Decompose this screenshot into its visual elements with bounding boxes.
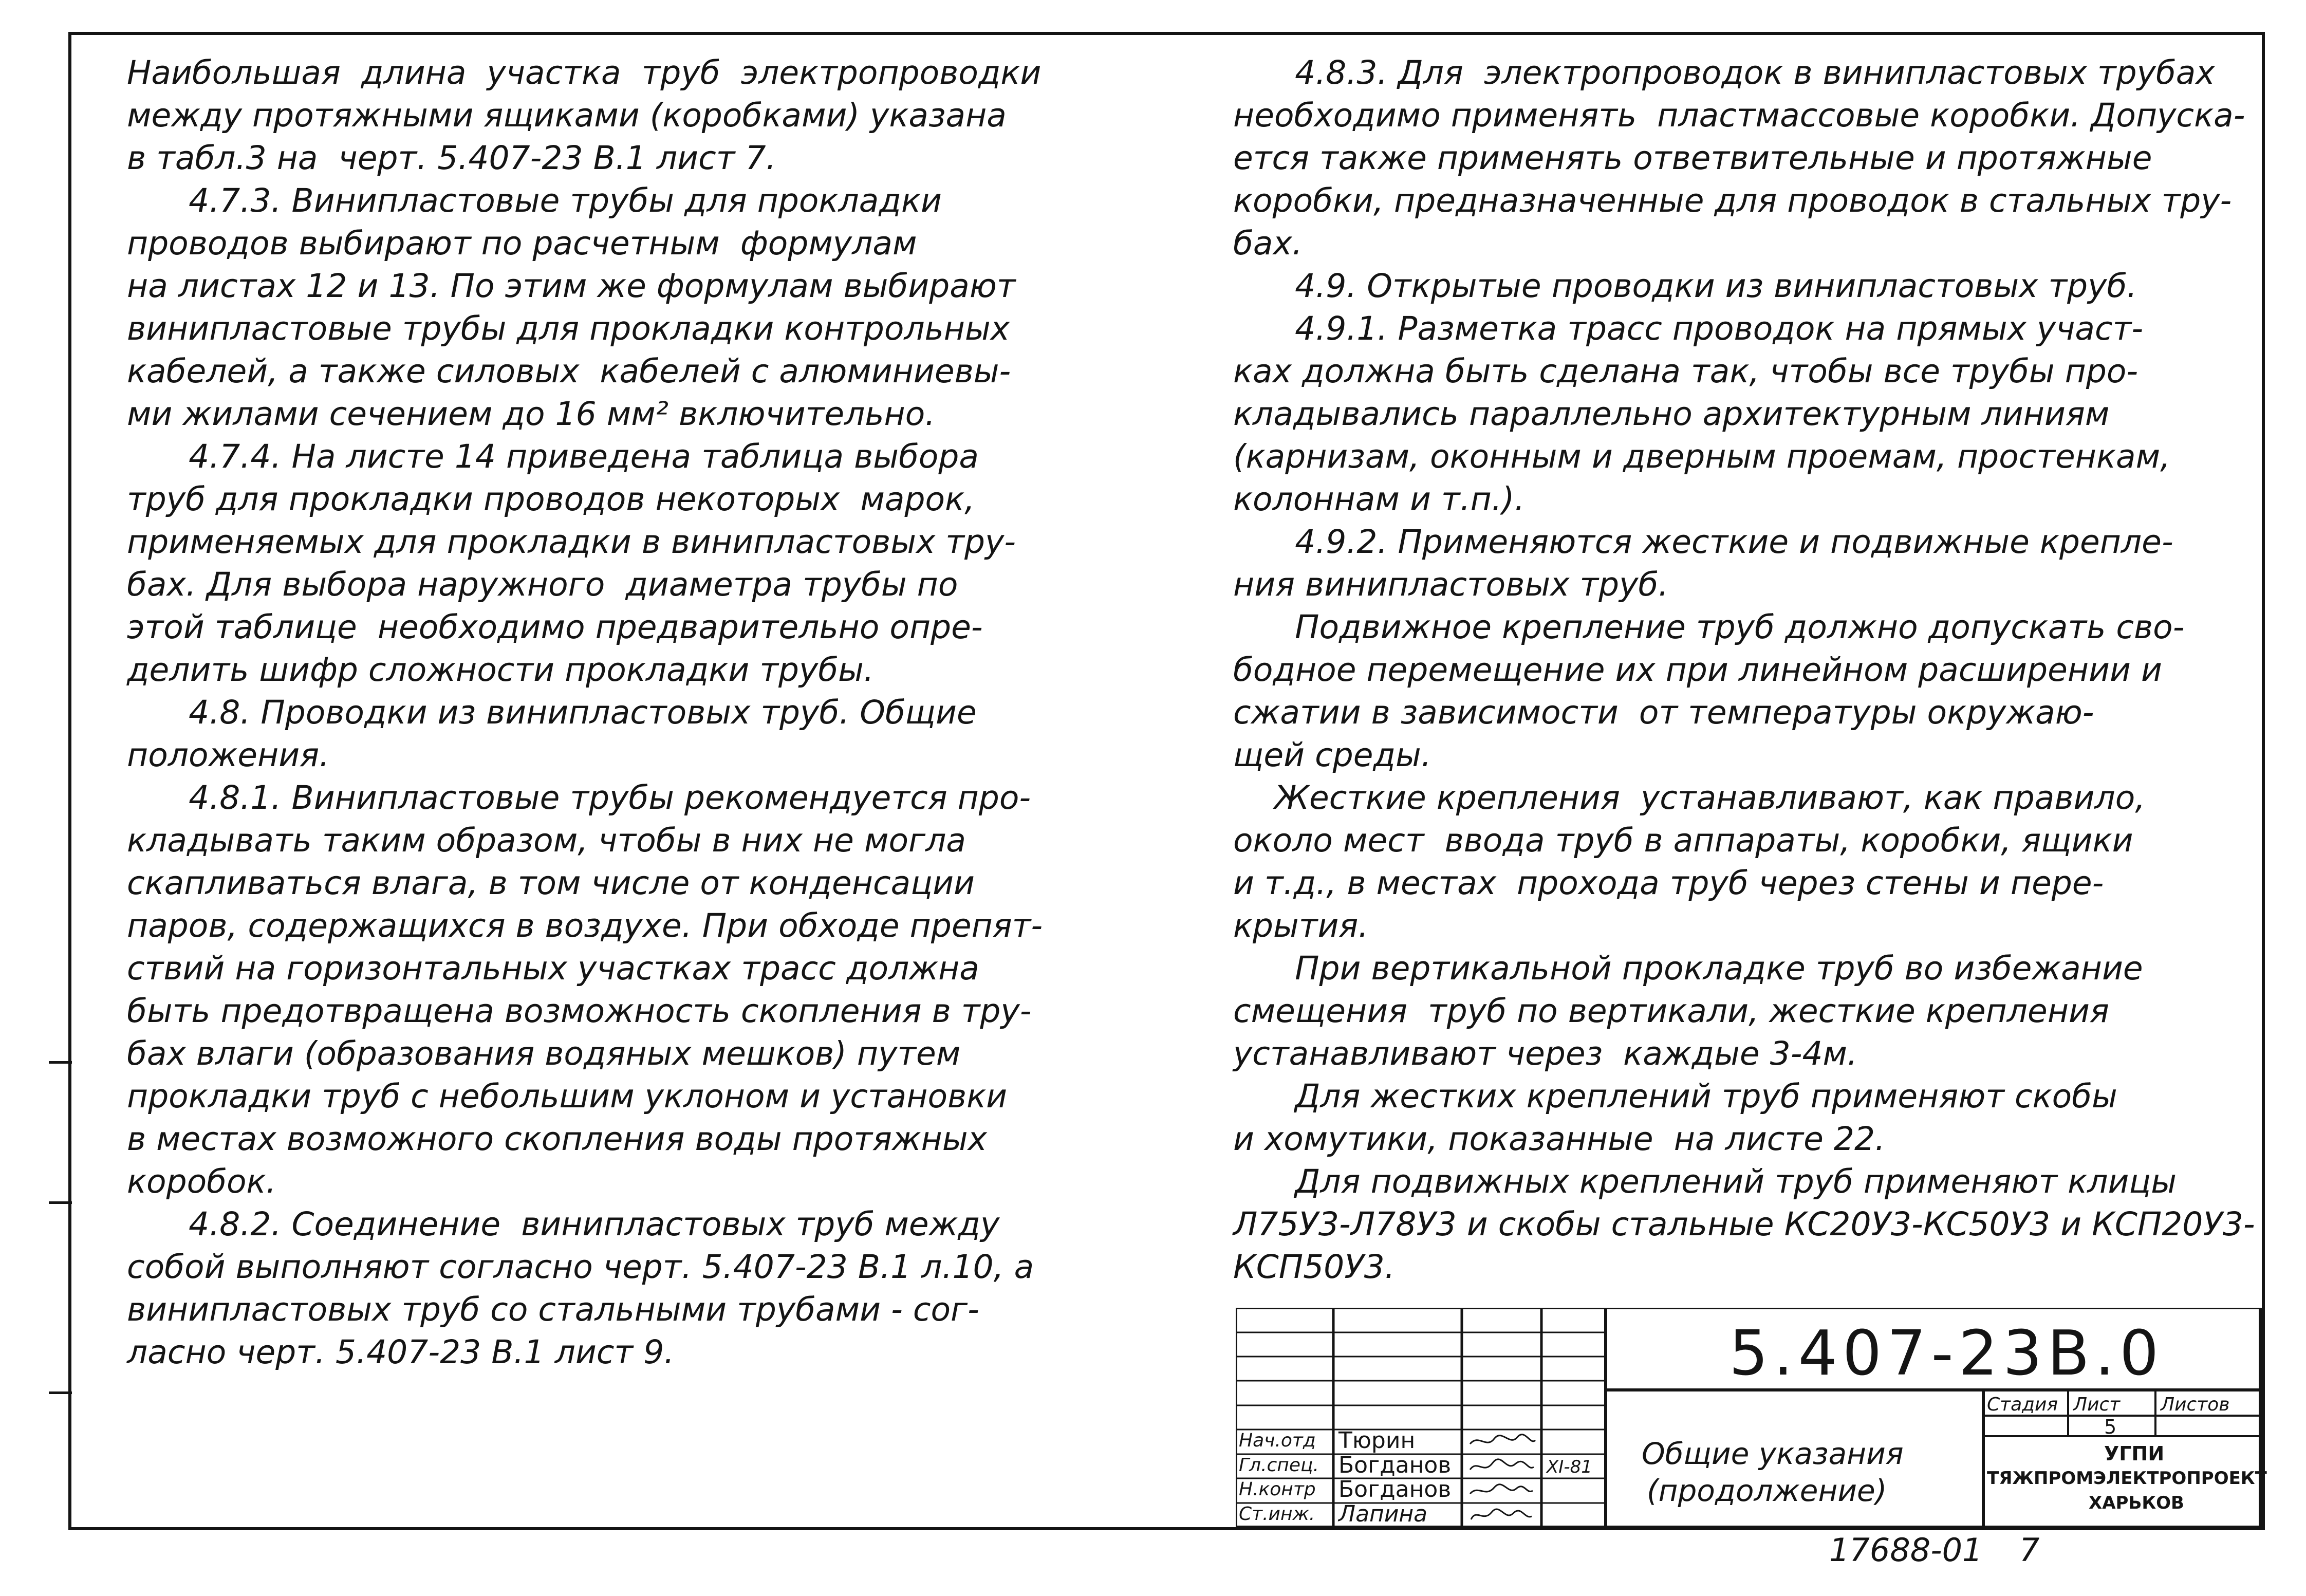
text-line: Жесткие крепления устанавливают, как правило, bbox=[1233, 779, 2146, 816]
text-line: около мест ввода труб в аппараты, коробки, ящики bbox=[1233, 822, 2133, 859]
org-name: УГПИ bbox=[2104, 1442, 2165, 1465]
text-line: этой таблице необходимо предварительно опре- bbox=[127, 608, 983, 646]
text-line: кладывать таким образом, чтобы в них не могла bbox=[127, 822, 966, 859]
text-line: между протяжными ящиками (коробками) указана bbox=[127, 97, 1007, 134]
text-line: 4.9. Открытые проводки из винипластовых труб. bbox=[1233, 267, 2137, 305]
right-text-column bbox=[1233, 51, 2255, 1288]
text-line: в местах возможного скопления воды протяжных bbox=[127, 1120, 987, 1158]
binding-mark bbox=[49, 1201, 72, 1204]
sheet-title: Общие указания bbox=[1642, 1436, 1904, 1471]
text-line: 4.7.3. Винипластовые трубы для прокладки bbox=[127, 182, 942, 219]
text-line: Л75У3-Л78У3 и скобы стальные КС20У3-КС50У3 и КСП20У3- bbox=[1233, 1205, 2255, 1243]
text-line: 4.8.3. Для электропроводок в винипластовых трубах bbox=[1233, 54, 2215, 91]
left-text-column bbox=[127, 51, 1043, 1374]
text-line: и хомутики, показанные на листе 22. bbox=[1233, 1120, 1886, 1158]
binding-mark bbox=[49, 1391, 72, 1394]
text-line: Для подвижных креплений труб применяют клицы bbox=[1233, 1163, 2177, 1200]
stage-label: Стадия bbox=[1987, 1394, 2058, 1415]
sheet-number: 5 bbox=[2104, 1416, 2117, 1438]
role-label: Н.контр bbox=[1239, 1479, 1316, 1500]
text-line: колоннам и т.п.). bbox=[1233, 480, 1525, 518]
text-line: положения. bbox=[127, 736, 330, 774]
role-label: Нач.отд bbox=[1239, 1430, 1316, 1451]
signer-name: Лапина bbox=[1338, 1501, 1428, 1527]
sheet-title-sub: (продолжение) bbox=[1647, 1473, 1887, 1508]
role-label: Гл.спец. bbox=[1239, 1455, 1319, 1476]
page-number: 7 bbox=[2019, 1531, 2040, 1569]
text-line: 4.8.2. Соединение винипластовых труб между bbox=[127, 1205, 1000, 1243]
title-block bbox=[1236, 1308, 2267, 1529]
signer-name: Богданов bbox=[1338, 1476, 1452, 1502]
signatures bbox=[1466, 1431, 1538, 1526]
inventory-number: 17688-01 bbox=[1829, 1531, 1983, 1569]
text-line: на листах 12 и 13. По этим же формулам выбирают bbox=[127, 267, 1016, 305]
text-line: винипластовых труб со стальными трубами - сог- bbox=[127, 1291, 979, 1328]
text-line: крытия. bbox=[1233, 907, 1369, 944]
text-line: ния винипластовых труб. bbox=[1233, 566, 1669, 603]
text-line: устанавливают через каждые 3-4м. bbox=[1233, 1035, 1858, 1072]
text-line: сжатии в зависимости от температуры окружаю- bbox=[1233, 694, 2094, 731]
text-line: При вертикальной прокладке труб во избежание bbox=[1233, 950, 2143, 987]
document-code: 5.407-23В.0 bbox=[1729, 1318, 2164, 1389]
text-line: 4.9.2. Применяются жесткие и подвижные крепле- bbox=[1233, 523, 2173, 561]
text-line: собой выполняют согласно черт. 5.407-23 В.1 л.10, а bbox=[127, 1248, 1034, 1286]
text-line: применяемых для прокладки в винипластовых тру- bbox=[127, 523, 1016, 561]
sheet-label: Лист bbox=[2073, 1394, 2121, 1415]
signer-name: Тюрин bbox=[1338, 1427, 1416, 1454]
text-line: прокладки труб с небольшим уклоном и установки bbox=[127, 1078, 1008, 1115]
text-line: ми жилами сечением до 16 мм² включительно. bbox=[127, 395, 936, 433]
text-line: ется также применять ответвительные и протяжные bbox=[1233, 139, 2152, 177]
text-line: 4.8.1. Винипластовые трубы рекомендуется про- bbox=[127, 779, 1031, 816]
text-line: 4.7.4. На листе 14 приведена таблица выбора bbox=[127, 438, 979, 475]
text-line: коробки, предназначенные для проводок в стальных тру- bbox=[1233, 182, 2232, 219]
text-line: КСП50У3. bbox=[1233, 1248, 1395, 1286]
text-line: ствий на горизонтальных участках трасс должна bbox=[127, 950, 979, 987]
text-line: в табл.3 на черт. 5.407-23 В.1 лист 7. bbox=[127, 139, 776, 177]
text-line: щей среды. bbox=[1233, 736, 1431, 774]
text-line: паров, содержащихся в воздухе. При обходе препят- bbox=[127, 907, 1043, 944]
text-line: 4.9.1. Разметка трасс проводок на прямых участ- bbox=[1233, 310, 2144, 347]
text-line: кабелей, а также силовых кабелей с алюминиевы- bbox=[127, 352, 1011, 390]
text-line: (карнизам, оконным и дверным проемам, простенкам, bbox=[1233, 438, 2171, 475]
text-line: труб для прокладки проводов некоторых марок, bbox=[127, 480, 975, 518]
text-line: проводов выбирают по расчетным формулам bbox=[127, 225, 917, 262]
text-line: быть предотвращена возможность скопления в тру- bbox=[127, 992, 1032, 1030]
text-line: бодное перемещение их при линейном расширении и bbox=[1233, 651, 2162, 689]
text-line: ках должна быть сделана так, чтобы все трубы про- bbox=[1233, 352, 2138, 390]
text-line: винипластовые трубы для прокладки контрольных bbox=[127, 310, 1010, 347]
binding-mark bbox=[49, 1061, 72, 1064]
text-line: ласно черт. 5.407-23 В.1 лист 9. bbox=[127, 1333, 675, 1371]
org-name: ТЯЖПРОМЭЛЕКТРОПРОЕКТ bbox=[1987, 1468, 2267, 1489]
org-city: ХАРЬКОВ bbox=[2089, 1493, 2184, 1513]
text-line: смещения труб по вертикали, жесткие крепления bbox=[1233, 992, 2109, 1030]
text-line: бах влаги (образования водяных мешков) путем bbox=[127, 1035, 961, 1072]
text-line: и т.д., в местах прохода труб через стены и пере- bbox=[1233, 864, 2104, 902]
text-line: Подвижное крепление труб должно допускать сво- bbox=[1233, 608, 2185, 646]
text-line: кладывались параллельно архитектурным линиям bbox=[1233, 395, 2110, 433]
text-line: бах. Для выбора наружного диаметра трубы по bbox=[127, 566, 958, 603]
text-line: скапливаться влага, в том числе от конденсации bbox=[127, 864, 975, 902]
text-line: Наибольшая длина участка труб электропроводки bbox=[127, 54, 1042, 91]
sheets-count-label: Листов bbox=[2161, 1394, 2230, 1415]
text-line: коробок. bbox=[127, 1163, 276, 1200]
signer-name: Богданов bbox=[1338, 1452, 1452, 1478]
role-label: Ст.инж. bbox=[1239, 1504, 1315, 1525]
text-line: бах. bbox=[1233, 225, 1303, 262]
text-line: 4.8. Проводки из винипластовых труб. Общие bbox=[127, 694, 977, 731]
text-line: Для жестких креплений труб применяют скобы bbox=[1233, 1078, 2117, 1115]
text-line: делить шифр сложности прокладки трубы. bbox=[127, 651, 874, 689]
text-line: необходимо применять пластмассовые коробки. Допуска- bbox=[1233, 97, 2245, 134]
date-field: XI-81 bbox=[1547, 1457, 1592, 1477]
